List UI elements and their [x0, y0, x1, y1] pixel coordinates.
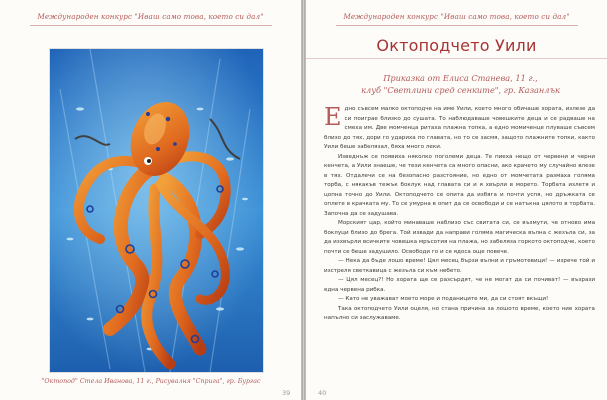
paragraph: Изведнъж се появиха няколко поголеми деца. Те пиеха нещо от червени и черни кенчета, а Уили знаеше, че тези кенчета са много опасни, ако крачето му случайно влезе в тях. Отдалечи се на безопасно разстояние, но едно от момчетата размаха голяма торба, с някакъв тежък боклук над главата си и я хвърли в морето. Торбата излетя и цопна точно до Уили. Октоподчето се опита да избяга и почти успя, но дръжката се оплете в крачката му. То се умурна в опит да се освободи и се натъкна цялото в торбата. Започна да се задушава.	[324, 153, 595, 217]
subtitle-line: клуб "Светлини сред сенките", гр. Казанлък	[361, 85, 560, 95]
paragraph-text: дно съвсем малко октоподче на име Уили, което много обичаше хората, излезе да си поиграе близко до сушата. То наблюдаваше човешките деца и се радваше на смеха им. Две момченца ритаха плажна топка, а едно момиченце плуваше съвсем близо до тях, дори го удариха по главата, но то се засмя, защото плажните топки, както Уили беше забелязал, бяха много леки.	[324, 106, 595, 150]
header-rule	[30, 25, 272, 26]
story-subtitle	[328, 72, 593, 96]
title-rule	[306, 58, 607, 59]
right-page	[305, 0, 607, 400]
octopus-illustration	[50, 49, 263, 372]
page-number: 39	[282, 389, 291, 397]
story-title: Октоподчето Уили	[376, 36, 537, 55]
paragraph: — Цял месец?! Но хората ще се разсърдят, че не могат да си почиват! — възрази една червена рибка.	[324, 277, 595, 293]
painting-caption: "Октопод" Стела Иванова, 11 г., Рисувалня "Сприга", гр. Бургас	[41, 378, 261, 385]
subtitle-line: Приказка от Елиса Станева, 11 г.,	[383, 73, 538, 83]
page-header: Международен конкурс "Иваш само това, което си дал"	[37, 12, 264, 21]
paragraph-first	[324, 105, 595, 153]
page-number: 40	[318, 389, 327, 397]
paragraph: — Нека да бъде лошо време! Цял месец бързи вълни и гръмотевици! — изрече той и изстреля светкавица с жезъла си към небето.	[324, 258, 595, 274]
drop-cap: Е	[324, 103, 342, 131]
octopus-painting	[50, 49, 263, 372]
left-page	[0, 0, 302, 400]
page-header: Международен конкурс "Иваш само това, което си дал"	[343, 12, 570, 21]
paragraph: — Като не уважават моето море и поданиците ми, да си стоят вкъщи!	[338, 296, 549, 302]
header-rule	[336, 25, 578, 26]
story-body	[324, 105, 595, 324]
paragraph: Така октоподчето Уили оцеля, но стана причина за лошото време, което ние хората напълно си заслужаваме.	[324, 305, 595, 321]
paragraph: Морският цар, който минаваше наблизо със свитата си, се възмути, че отново има боклуци близо до брега. Той извади да направи голяма магическа вълна с жезъла си, за да изхвърли всичките човешка мръсотия на плажа, но забеляза горкото октоподче, което почти се беше задушило. Освободи го и се ядоса още повече.	[324, 220, 595, 255]
